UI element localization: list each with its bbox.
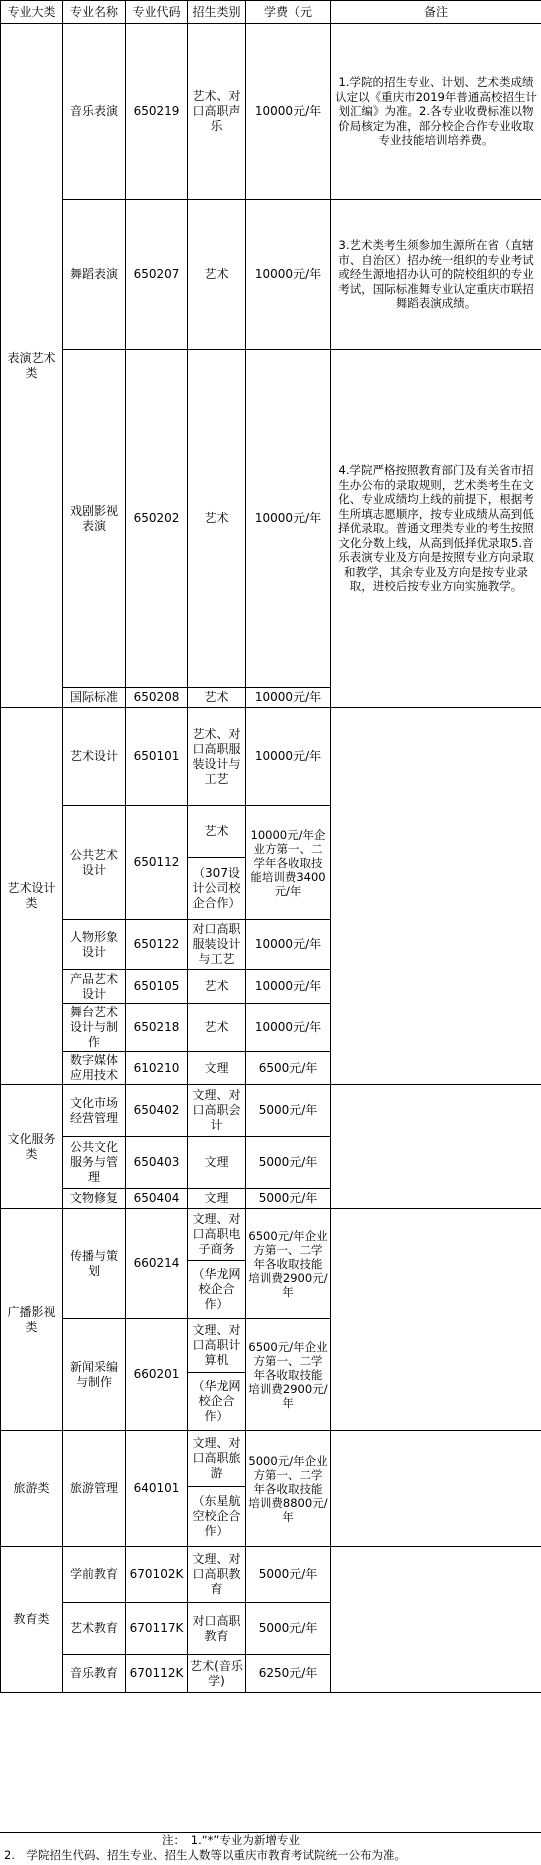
type-cell: 文理 (188, 1052, 246, 1085)
fee-cell: 5000元/年 (246, 1085, 331, 1137)
fee-cell: 6500元/年企业方第一、二学年各收取技能培训费2900元/年 (246, 1209, 331, 1319)
fee-cell: 6500元/年 (246, 1052, 331, 1085)
table-row (1, 1085, 541, 1137)
fee-cell: 10000元/年 (246, 688, 331, 708)
code-cell: 650202 (126, 350, 188, 688)
code-cell: 650105 (126, 970, 188, 1004)
major-cell: 文物修复 (63, 1189, 126, 1209)
footer-notes (0, 1832, 541, 1863)
fee-cell: 6500元/年企业方第一、二学年各收取技能培训费2900元/年 (246, 1319, 331, 1431)
major-cell: 国际标准 (63, 688, 126, 708)
major-cell: 艺术教育 (63, 1603, 126, 1655)
table-row (1, 200, 541, 350)
table-row (1, 708, 541, 806)
major-cell: 学前教育 (63, 1547, 126, 1603)
fee-cell: 5000元/年 (246, 1137, 331, 1189)
major-cell: 戏剧影视表演 (63, 350, 126, 688)
category-cell: 旅游类 (1, 1431, 63, 1547)
type-cell: 艺术 (188, 350, 246, 688)
table-row (1, 24, 541, 200)
header-major: 专业名称 (63, 1, 126, 24)
major-cell: 公共文化服务与管理 (63, 1137, 126, 1189)
type-cell: 文理、对口高职计算机 (188, 1319, 246, 1373)
fee-cell: 10000元/年企业方第一、二学年各收取技能培训费3400元/年 (246, 806, 331, 920)
type-cell: 文理、对口高职教育 (188, 1547, 246, 1603)
type-cell: 文理、对口高职电子商务 (188, 1209, 246, 1261)
major-cell: 音乐表演 (63, 24, 126, 200)
major-cell: 音乐教育 (63, 1655, 126, 1693)
type-note-cell: （华龙网校企合作） (188, 1261, 246, 1319)
remark-cell (331, 1085, 541, 1209)
type-cell: 艺术 (188, 1004, 246, 1052)
type-note-cell: （东星航空校企合作） (188, 1487, 246, 1547)
type-cell: 艺术、对口高职服装设计与工艺 (188, 708, 246, 806)
type-cell: 对口高职教育 (188, 1603, 246, 1655)
code-cell: 650101 (126, 708, 188, 806)
remark-cell (331, 708, 541, 1085)
header-code: 专业代码 (126, 1, 188, 24)
category-cell: 文化服务类 (1, 1085, 63, 1209)
code-cell: 650404 (126, 1189, 188, 1209)
type-cell: 文理、对口高职会计 (188, 1085, 246, 1137)
type-cell: 对口高职服装设计与工艺 (188, 920, 246, 970)
major-cell: 艺术设计 (63, 708, 126, 806)
fee-cell: 5000元/年 (246, 1189, 331, 1209)
category-cell: 表演艺术类 (1, 24, 63, 708)
type-cell: 文理 (188, 1137, 246, 1189)
fee-cell: 10000元/年 (246, 708, 331, 806)
major-cell: 传播与策划 (63, 1209, 126, 1319)
code-cell: 660201 (126, 1319, 188, 1431)
code-cell: 650403 (126, 1137, 188, 1189)
major-cell: 旅游管理 (63, 1431, 126, 1547)
fee-cell: 10000元/年 (246, 920, 331, 970)
fee-cell: 10000元/年 (246, 970, 331, 1004)
type-cell: 艺术 (188, 970, 246, 1004)
major-cell: 舞台艺术设计与制作 (63, 1004, 126, 1052)
code-cell: 640101 (126, 1431, 188, 1547)
table-row (1, 1209, 541, 1261)
major-cell: 产品艺术设计 (63, 970, 126, 1004)
type-cell: 艺术、对口高职声乐 (188, 24, 246, 200)
header-row (1, 1, 541, 24)
code-cell: 670112K (126, 1655, 188, 1693)
code-cell: 610210 (126, 1052, 188, 1085)
remark-cell: 1.学院的招生专业、计划、艺术类成绩认定以《重庆市2019年普通高校招生计划汇编》为准。2.各专业收费标准以物价局核定为准，部分校企合作专业收取专业技能培训培养费。 (331, 24, 541, 200)
type-cell: 艺术 (188, 200, 246, 350)
fee-cell: 5000元/年 (246, 1603, 331, 1655)
type-note-cell: （华龙网校企合作） (188, 1373, 246, 1431)
fee-cell: 10000元/年 (246, 24, 331, 200)
remark-cell (331, 1431, 541, 1547)
table-row (1, 350, 541, 688)
code-cell: 660214 (126, 1209, 188, 1319)
type-cell: 艺术 (188, 806, 246, 858)
category-cell: 广播影视类 (1, 1209, 63, 1431)
major-cell: 文化市场经营管理 (63, 1085, 126, 1137)
header-remark: 备注 (331, 1, 541, 24)
fee-cell: 10000元/年 (246, 1004, 331, 1052)
fee-cell: 5000元/年 (246, 1547, 331, 1603)
code-cell: 650402 (126, 1085, 188, 1137)
type-cell: 艺术(音乐学) (188, 1655, 246, 1693)
remark-cell (331, 1209, 541, 1431)
code-cell: 650112 (126, 806, 188, 920)
remark-cell (331, 1547, 541, 1693)
note-enrollment-authority: 2. 学院招生代码、招生专业、招生人数等以重庆市教育考试院统一公布为准。 (4, 1848, 406, 1862)
major-cell: 公共艺术设计 (63, 806, 126, 920)
category-cell: 教育类 (1, 1547, 63, 1693)
major-cell: 数字媒体应用技术 (63, 1052, 126, 1085)
type-cell: 艺术 (188, 688, 246, 708)
code-cell: 650218 (126, 1004, 188, 1052)
code-cell: 650208 (126, 688, 188, 708)
major-cell: 新闻采编与制作 (63, 1319, 126, 1431)
type-note-cell: （307设计公司校企合作） (188, 858, 246, 920)
header-category: 专业大类 (1, 1, 63, 24)
fee-cell: 10000元/年 (246, 200, 331, 350)
header-fee: 学费（元 (246, 1, 331, 24)
category-cell: 艺术设计类 (1, 708, 63, 1085)
type-cell: 文理、对口高职旅游 (188, 1431, 246, 1487)
note-new-majors: 注： 1.“*”专业为新增专业 (162, 1833, 300, 1847)
fee-cell: 10000元/年 (246, 350, 331, 688)
header-type: 招生类别 (188, 1, 246, 24)
table-row (1, 1431, 541, 1487)
major-cell: 舞蹈表演 (63, 200, 126, 350)
remark-cell: 3.艺术类考生须参加生源所在省（直辖市、自治区）招办统一组织的专业考试或经生源地招办认可的院校组织的专业考试，国际标准舞专业认定重庆市联招舞蹈表演成绩。 (331, 200, 541, 350)
type-cell: 文理 (188, 1189, 246, 1209)
code-cell: 650207 (126, 200, 188, 350)
code-cell: 650122 (126, 920, 188, 970)
remark-cell: 4.学院严格按照教育部门及有关省市招生办公布的录取规则，艺术类考生在文化、专业成绩均上线的前提下，根据考生所填志愿顺序，按专业成绩从高到低择优录取。普通文理类专业的考生按照文化分数上线，从高到低择优录取5.音乐表演专业及方向是按照专业方向录取和教学，其余专业及方向是按专业录取，进校后按专业方向实施教学。 (331, 350, 541, 708)
code-cell: 650219 (126, 24, 188, 200)
fee-cell: 5000元/年企业方第一、二学年各收取技能培训费8800元/年 (246, 1431, 331, 1547)
code-cell: 670102K (126, 1547, 188, 1603)
code-cell: 670117K (126, 1603, 188, 1655)
table-row (1, 1547, 541, 1603)
fee-cell: 6250元/年 (246, 1655, 331, 1693)
major-cell: 人物形象设计 (63, 920, 126, 970)
